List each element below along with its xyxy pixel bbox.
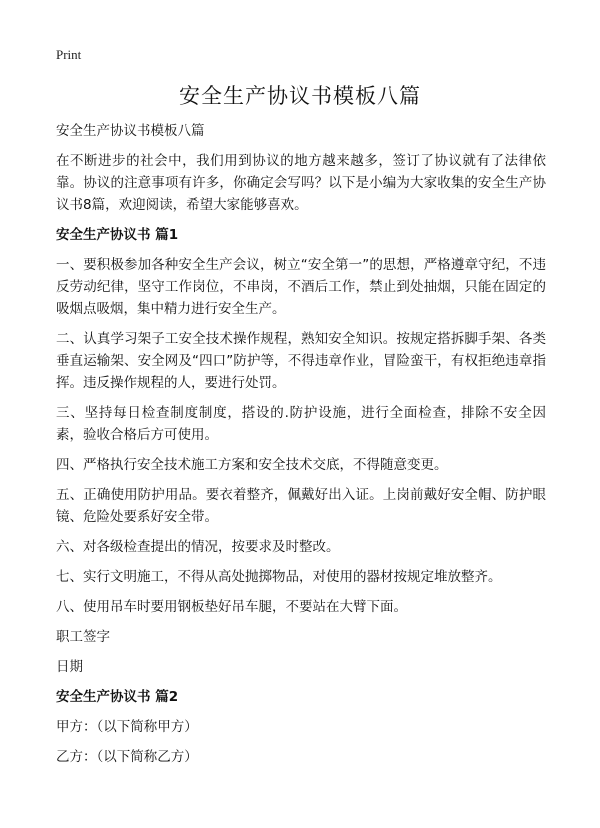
date-label: 日期 — [56, 659, 83, 675]
clause-8: 八、使用吊车时要用钢板垫好吊车腿，不要站在大臂下面。 — [56, 599, 407, 615]
clause-2: 二、认真学习架子工安全技术操作规程，熟知安全知识。按规定搭拆脚手架、各类垂直运输架、安全网及“四口”防护等，不得违章作业，冒险蛮干，有权拒绝违章指挥。违反操作规程的人，要进行处罚。 — [56, 331, 546, 391]
clause-7: 七、实行文明施工，不得从高处抛掷物品，对使用的器材按规定堆放整齐。 — [56, 569, 502, 585]
section-heading-2: 安全生产协议书 篇2 — [56, 689, 179, 705]
party-b-line: 乙方：（以下简称乙方） — [56, 749, 198, 765]
section-heading-1: 安全生产协议书 篇1 — [56, 227, 179, 243]
document-subtitle: 安全生产协议书模板八篇 — [56, 123, 205, 139]
intro-paragraph: 在不断进步的社会中，我们用到协议的地方越来越多，签订了协议就有了法律依靠。协议的注意事项有许多，你确定会写吗？以下是小编为大家收集的安全生产协议书8篇，欢迎阅读，希望大家能够喜欢。 — [56, 153, 546, 213]
print-link[interactable]: Print — [56, 47, 82, 62]
party-a-line: 甲方：（以下简称甲方） — [56, 719, 198, 735]
clause-4: 四、严格执行安全技术施工方案和安全技术交底，不得随意变更。 — [56, 457, 448, 473]
clause-1: 一、要积极参加各种安全生产会议，树立“安全第一”的思想，严格遵章守纪，不违反劳动纪律，坚守工作岗位，不串岗，不酒后工作，禁止到处抽烟，只能在固定的吸烟点吸烟，集中精力进行安全生产。 — [56, 257, 546, 317]
document-body — [56, 120, 546, 776]
clause-6: 六、对各级检查提出的情况，按要求及时整改。 — [56, 539, 340, 555]
clause-5: 五、正确使用防护用品。要衣着整齐，佩戴好出入证。上岗前戴好安全帽、防护眼镜、危险处要系好安全带。 — [56, 487, 546, 525]
employee-signature-label: 职工签字 — [56, 629, 110, 645]
document-title: 安全生产协议书模板八篇 — [179, 84, 421, 108]
clause-3: 三、坚持每日检查制度制度，搭设的.防护设施，进行全面检查，排除不安全因素，验收合格后方可使用。 — [56, 405, 546, 443]
